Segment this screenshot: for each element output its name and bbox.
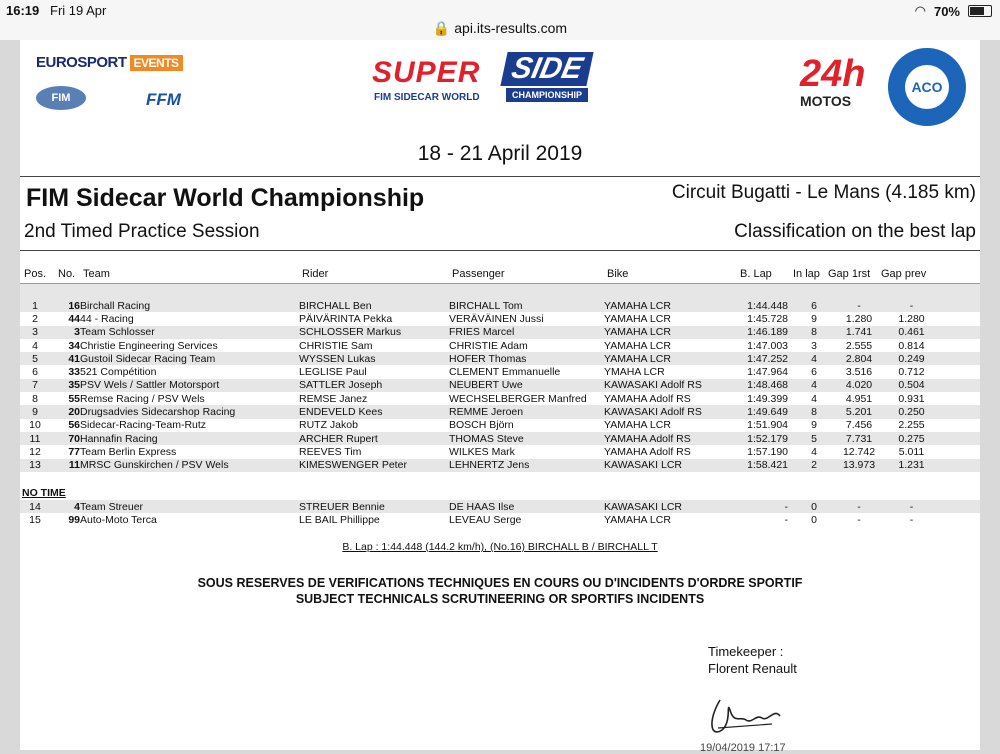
cell-team: Team Berlin Express xyxy=(80,445,299,458)
signature xyxy=(700,680,790,740)
table-row xyxy=(20,365,980,378)
cell-pad xyxy=(939,392,980,405)
cell-rider: BIRCHALL Ben xyxy=(299,299,449,312)
cell-team: 521 Compétition xyxy=(80,365,299,378)
cell-passenger: WECHSELBERGER Manfred xyxy=(449,392,604,405)
cell-no: 34 xyxy=(50,339,80,352)
cell-pos: 1 xyxy=(20,299,50,312)
cell-no: 11 xyxy=(50,459,80,472)
cell-pad xyxy=(939,419,980,432)
cell-blap: - xyxy=(729,513,794,526)
table-row xyxy=(20,445,980,458)
table-row xyxy=(20,405,980,418)
cell-gap1: 13.973 xyxy=(834,459,884,472)
cell-passenger: HOFER Thomas xyxy=(449,352,604,365)
championship-title: FIM Sidecar World Championship xyxy=(26,184,425,212)
cell-team: Gustoil Sidecar Racing Team xyxy=(80,352,299,365)
fim-logo: FIM xyxy=(36,86,86,110)
cell-no: 16 xyxy=(50,299,80,312)
cell-gap1: - xyxy=(834,299,884,312)
cell-gap1: 5.201 xyxy=(834,405,884,418)
cell-pos: 14 xyxy=(20,500,50,513)
cell-rider: KIMESWENGER Peter xyxy=(299,459,449,472)
cell-pos: 11 xyxy=(20,432,50,445)
cell-passenger: REMME Jeroen xyxy=(449,405,604,418)
cell-passenger: DE HAAS Ilse xyxy=(449,500,604,513)
cell-no: 3 xyxy=(50,326,80,339)
signed-date: 19/04/2019 17:17 xyxy=(700,742,786,754)
cell-no: 33 xyxy=(50,365,80,378)
cell-gapprev: - xyxy=(884,299,939,312)
cell-gap1: 7.731 xyxy=(834,432,884,445)
cell-pad xyxy=(939,405,980,418)
cell-inlap: 9 xyxy=(794,419,834,432)
cell-blap: 1:52.179 xyxy=(729,432,794,445)
table-row xyxy=(20,312,980,325)
cell-bike: KAWASAKI LCR xyxy=(604,500,729,513)
cell-gapprev: - xyxy=(884,500,939,513)
cell-passenger: LEVEAU Serge xyxy=(449,513,604,526)
cell-pos: 9 xyxy=(20,405,50,418)
cell-gapprev: 0.814 xyxy=(884,339,939,352)
cell-inlap: 8 xyxy=(794,405,834,418)
cell-rider: REEVES Tim xyxy=(299,445,449,458)
url-text: api.its-results.com xyxy=(454,20,568,36)
cell-bike: KAWASAKI Adolf RS xyxy=(604,379,729,392)
cell-bike: YAMAHA LCR xyxy=(604,299,729,312)
cell-inlap: 4 xyxy=(794,392,834,405)
cell-blap: - xyxy=(729,500,794,513)
cell-gapprev: 0.275 xyxy=(884,432,939,445)
cell-no: 55 xyxy=(50,392,80,405)
eurosport-text: EUROSPORT xyxy=(36,54,127,71)
cell-inlap: 3 xyxy=(794,339,834,352)
cell-bike: YMAHA LCR xyxy=(604,365,729,378)
table-row xyxy=(20,459,980,472)
cell-pad xyxy=(939,513,980,526)
cell-no: 56 xyxy=(50,419,80,432)
cell-bike: YAMAHA LCR xyxy=(604,352,729,365)
cell-gap1: 2.804 xyxy=(834,352,884,365)
circuit-name: Circuit Bugatti - Le Mans (4.185 km) xyxy=(671,182,976,203)
cell-blap: 1:45.728 xyxy=(729,312,794,325)
timekeeper xyxy=(708,643,797,677)
cell-pad xyxy=(939,445,980,458)
col-header-rider: Rider xyxy=(302,268,329,280)
cell-bike: YAMAHA LCR xyxy=(604,312,729,325)
cell-pad xyxy=(939,459,980,472)
table-row xyxy=(20,419,980,432)
cell-inlap: 5 xyxy=(794,432,834,445)
table-row xyxy=(20,379,980,392)
spacer-row xyxy=(20,284,980,299)
cell-pos: 12 xyxy=(20,445,50,458)
table-row xyxy=(20,500,980,513)
cell-no: 99 xyxy=(50,513,80,526)
cell-pos: 2 xyxy=(20,312,50,325)
battery-icon xyxy=(968,5,992,17)
cell-rider: RUTZ Jakob xyxy=(299,419,449,432)
cell-no: 70 xyxy=(50,432,80,445)
cell-passenger: BIRCHALL Tom xyxy=(449,299,604,312)
cell-pos: 6 xyxy=(20,365,50,378)
no-time-table xyxy=(20,500,980,527)
cell-passenger: THOMAS Steve xyxy=(449,432,604,445)
table-row xyxy=(20,432,980,445)
logo-aco-text: ACO xyxy=(905,65,949,109)
cell-inlap: 6 xyxy=(794,299,834,312)
cell-rider: ENDEVELD Kees xyxy=(299,405,449,418)
cell-rider: REMSE Janez xyxy=(299,392,449,405)
col-header-passenger: Passenger xyxy=(452,268,505,280)
cell-blap: 1:48.468 xyxy=(729,379,794,392)
cell-passenger: CHRISTIE Adam xyxy=(449,339,604,352)
aco-logo xyxy=(888,48,966,126)
cell-inlap: 4 xyxy=(794,379,834,392)
cell-passenger: FRIES Marcel xyxy=(449,326,604,339)
cell-bike: YAMAHA Adolf RS xyxy=(604,432,729,445)
cell-pad xyxy=(939,299,980,312)
eurosport-events-logo xyxy=(36,54,183,71)
cell-pos: 5 xyxy=(20,352,50,365)
table-row xyxy=(20,339,980,352)
cell-team: Birchall Racing xyxy=(80,299,299,312)
reserves-notice xyxy=(20,575,980,607)
table-row xyxy=(20,326,980,339)
cell-blap: 1:44.448 xyxy=(729,299,794,312)
battery-fill xyxy=(970,7,984,15)
cell-pos: 13 xyxy=(20,459,50,472)
cell-pad xyxy=(939,432,980,445)
status-date: Fri 19 Apr xyxy=(50,3,107,18)
24h-motos-logo xyxy=(800,53,866,109)
cell-gapprev: 2.255 xyxy=(884,419,939,432)
lock-icon: 🔒 xyxy=(432,20,451,36)
address-bar[interactable] xyxy=(0,22,1000,40)
cell-team: Drugsadvies Sidecarshop Racing xyxy=(80,405,299,418)
cell-team: Hannafin Racing xyxy=(80,432,299,445)
cell-rider: LE BAIL Phillippe xyxy=(299,513,449,526)
cell-blap: 1:57.190 xyxy=(729,445,794,458)
col-header-pos: Pos. xyxy=(24,268,47,280)
superside-logo xyxy=(368,50,638,120)
cell-passenger: CLEMENT Emmanuelle xyxy=(449,365,604,378)
cell-blap: 1:49.649 xyxy=(729,405,794,418)
cell-no: 41 xyxy=(50,352,80,365)
cell-passenger: VERÄVÄINEN Jussi xyxy=(449,312,604,325)
cell-pad xyxy=(939,312,980,325)
cell-pos: 3 xyxy=(20,326,50,339)
cell-rider: PÄIVÄRINTA Pekka xyxy=(299,312,449,325)
cell-bike: YAMAHA LCR xyxy=(604,513,729,526)
cell-blap: 1:49.399 xyxy=(729,392,794,405)
cell-pos: 8 xyxy=(20,392,50,405)
cell-pos: 4 xyxy=(20,339,50,352)
cell-no: 35 xyxy=(50,379,80,392)
cell-blap: 1:58.421 xyxy=(729,459,794,472)
cell-rider: WYSSEN Lukas xyxy=(299,352,449,365)
cell-inlap: 8 xyxy=(794,326,834,339)
results-body xyxy=(20,299,980,472)
cell-gapprev: 5.011 xyxy=(884,445,939,458)
status-time: 16:19 xyxy=(6,3,40,18)
cell-pos: 7 xyxy=(20,379,50,392)
event-dates: 18 - 21 April 2019 xyxy=(417,142,583,165)
logo-side-text: SIDE xyxy=(500,52,593,86)
cell-blap: 1:46.189 xyxy=(729,326,794,339)
results-document xyxy=(20,40,980,754)
cell-team: 44 - Racing xyxy=(80,312,299,325)
logo-motos-text: MOTOS xyxy=(800,93,852,109)
cell-inlap: 4 xyxy=(794,445,834,458)
table-row xyxy=(20,299,980,312)
cell-passenger: BOSCH Björn xyxy=(449,419,604,432)
cell-team: Sidecar-Racing-Team-Rutz xyxy=(80,419,299,432)
reserves-fr: SOUS RESERVES DE VERIFICATIONS TECHNIQUES EN COURS OU D'INCIDENTS D'ORDRE SPORTIF xyxy=(197,576,803,590)
results-table xyxy=(20,299,980,472)
cell-inlap: 9 xyxy=(794,312,834,325)
cell-inlap: 2 xyxy=(794,459,834,472)
session-name: 2nd Timed Practice Session xyxy=(24,221,260,242)
col-header-inlap: In lap xyxy=(793,268,820,280)
cell-gap1: 1.741 xyxy=(834,326,884,339)
cell-bike: YAMAHA LCR xyxy=(604,419,729,432)
cell-passenger: NEUBERT Uwe xyxy=(449,379,604,392)
cell-team: MRSC Gunskirchen / PSV Wels xyxy=(80,459,299,472)
cell-team: Remse Racing / PSV Wels xyxy=(80,392,299,405)
cell-team: Team Streuer xyxy=(80,500,299,513)
cell-gap1: 2.555 xyxy=(834,339,884,352)
events-text: EVENTS xyxy=(130,55,183,71)
col-header-bike: Bike xyxy=(607,268,629,280)
cell-gapprev: 0.931 xyxy=(884,392,939,405)
cell-no: 20 xyxy=(50,405,80,418)
cell-gapprev: 0.461 xyxy=(884,326,939,339)
divider xyxy=(20,250,980,251)
cell-rider: SCHLOSSER Markus xyxy=(299,326,449,339)
cell-rider: CHRISTIE Sam xyxy=(299,339,449,352)
cell-pos: 10 xyxy=(20,419,50,432)
cell-rider: STREUER Bennie xyxy=(299,500,449,513)
cell-blap: 1:47.003 xyxy=(729,339,794,352)
cell-pad xyxy=(939,352,980,365)
cell-bike: YAMAHA LCR xyxy=(604,339,729,352)
table-row xyxy=(20,352,980,365)
table-row xyxy=(20,392,980,405)
battery-percent: 70% xyxy=(933,3,960,19)
cell-rider: LEGLISE Paul xyxy=(299,365,449,378)
cell-pad xyxy=(939,379,980,392)
cell-rider: ARCHER Rupert xyxy=(299,432,449,445)
cell-gapprev: 1.231 xyxy=(884,459,939,472)
cell-gapprev: 0.712 xyxy=(884,365,939,378)
col-header-gap1: Gap 1rst xyxy=(828,268,871,280)
cell-team: PSV Wels / Sattler Motorsport xyxy=(80,379,299,392)
logo-24h-text: 24h xyxy=(800,53,866,95)
cell-gapprev: 0.504 xyxy=(884,379,939,392)
cell-gap1: 7.456 xyxy=(834,419,884,432)
cell-gapprev: 0.249 xyxy=(884,352,939,365)
timekeeper-name: Florent Renault xyxy=(708,661,797,676)
cell-bike: KAWASAKI Adolf RS xyxy=(604,405,729,418)
status-right xyxy=(915,3,992,19)
cell-gap1: - xyxy=(834,500,884,513)
cell-gapprev: 0.250 xyxy=(884,405,939,418)
cell-gap1: 1.280 xyxy=(834,312,884,325)
cell-pad xyxy=(939,326,980,339)
cell-rider: SATTLER Joseph xyxy=(299,379,449,392)
cell-team: Auto-Moto Terca xyxy=(80,513,299,526)
cell-no: 44 xyxy=(50,312,80,325)
cell-no: 4 xyxy=(50,500,80,513)
cell-passenger: LEHNERTZ Jens xyxy=(449,459,604,472)
divider xyxy=(20,176,980,177)
cell-inlap: 0 xyxy=(794,500,834,513)
cell-gap1: 4.020 xyxy=(834,379,884,392)
ffm-logo: FFM xyxy=(146,90,181,109)
table-row xyxy=(20,513,980,526)
cell-inlap: 6 xyxy=(794,365,834,378)
wifi-icon: ◠ xyxy=(914,3,926,18)
cell-gapprev: - xyxy=(884,513,939,526)
cell-pos: 15 xyxy=(20,513,50,526)
cell-gap1: 12.742 xyxy=(834,445,884,458)
cell-gap1: 3.516 xyxy=(834,365,884,378)
col-header-blap: B. Lap xyxy=(740,268,772,280)
cell-gap1: - xyxy=(834,513,884,526)
status-bar xyxy=(0,0,1000,22)
cell-gap1: 4.951 xyxy=(834,392,884,405)
logo-championship-text: CHAMPIONSHIP xyxy=(506,88,588,102)
best-lap-summary: B. Lap : 1:44.448 (144.2 km/h), (No.16) BIRCHALL B / BIRCHALL T xyxy=(342,541,658,553)
cell-bike: YAMAHA Adolf RS xyxy=(604,392,729,405)
col-header-no: No. xyxy=(58,268,76,280)
cell-bike: YAMAHA LCR xyxy=(604,326,729,339)
cell-blap: 1:51.904 xyxy=(729,419,794,432)
cell-pad xyxy=(939,339,980,352)
cell-inlap: 0 xyxy=(794,513,834,526)
cell-bike: KAWASAKI LCR xyxy=(604,459,729,472)
cell-bike: YAMAHA Adolf RS xyxy=(604,445,729,458)
timekeeper-label: Timekeeper : xyxy=(708,644,784,659)
logo-super-text: SUPER xyxy=(372,56,481,89)
col-header-gapprev: Gap prev xyxy=(881,268,927,280)
col-header-team: Team xyxy=(83,268,110,280)
cell-passenger: WILKES Mark xyxy=(449,445,604,458)
cell-inlap: 4 xyxy=(794,352,834,365)
cell-pad xyxy=(939,365,980,378)
no-time-body xyxy=(20,500,980,527)
classification-type: Classification on the best lap xyxy=(734,221,976,242)
logo-sidecar-text: FIM SIDECAR WORLD xyxy=(374,92,480,103)
cell-team: Team Schlosser xyxy=(80,326,299,339)
cell-pad xyxy=(939,500,980,513)
cell-no: 77 xyxy=(50,445,80,458)
cell-gapprev: 1.280 xyxy=(884,312,939,325)
cell-blap: 1:47.964 xyxy=(729,365,794,378)
cell-team: Christie Engineering Services xyxy=(80,339,299,352)
cell-blap: 1:47.252 xyxy=(729,352,794,365)
no-time-label: NO TIME xyxy=(22,487,66,499)
reserves-en: SUBJECT TECHNICALS SCRUTINEERING OR SPORTIFS INCIDENTS xyxy=(295,592,705,606)
